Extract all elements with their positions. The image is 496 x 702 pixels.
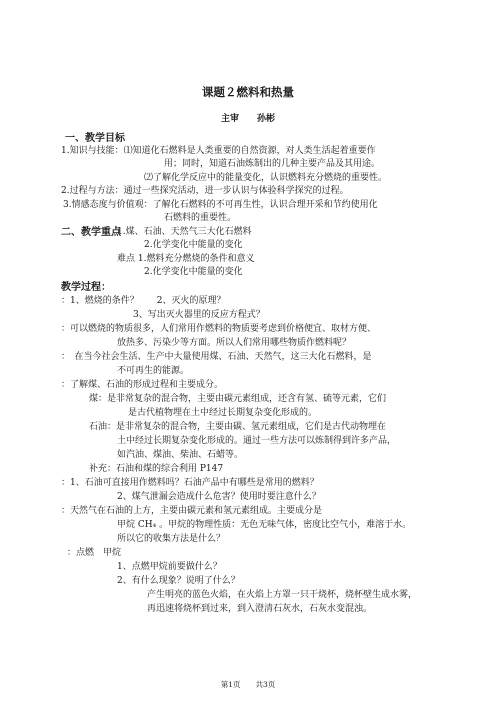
doc-title: 课题２燃料和热量 [202, 85, 294, 99]
text-line: 煤：是非常复杂的混合物，主要由碳元素组成，还含有氢、硫等元素，它们 [89, 394, 387, 404]
text-line: 3.情感态度与价值观：了解化石燃料的不可再生性，认识合理开采和节约使用化 [63, 200, 378, 210]
text-line: 是古代植物埋在土中经过长期复杂变化形成的。 [128, 408, 318, 418]
text-line: ：1、石油可直接用作燃料吗？石油产品中有哪些是常用的燃料？ [61, 478, 319, 488]
text-line: ：了解煤、石油的形成过程和主要成分。 [61, 380, 224, 390]
heading-objectives: 一、教学目标 [65, 133, 125, 144]
doc-byline: 主审 孙彬 [220, 114, 275, 124]
text-line: 1.知识与技能：⑴知道化石燃料是人类重要的自然资源，对人类生活起着重要作 [61, 146, 376, 156]
text-line: ：1、燃烧的条件？ 2、灭火的原理？ [61, 296, 226, 306]
text-line: ：天然气在石油的上方，主要由碳元素和氢元素组成。主要成分是 [61, 506, 323, 516]
heading-key-points: 二、教学重点 [61, 227, 121, 238]
text-line: 不可再生的能源。 [117, 366, 190, 376]
text-line: 难点 1.燃料充分燃烧的条件和意义 [117, 254, 255, 264]
text-line: 所以它的收集方法是什么？ [117, 534, 226, 544]
text-line: 土中经过长期复杂变化形成的。通过一些方法可以炼制得到许多产品， [117, 436, 397, 446]
text-line: ： 在当今社会生活、生产中大量使用煤、石油、天然气，这三大化石燃料，是 [61, 352, 372, 362]
text-line: 如汽油、煤油、柴油、石蜡等。 [117, 450, 244, 460]
text-line: 再迅速将烧杯到过来，到入澄清石灰水，石灰水变混浊。 [147, 604, 373, 614]
text-line: 2、煤气泄漏会造成什么危害？使用时要注意什么？ [117, 492, 321, 502]
text-line: ⑵了解化学反应中的能量变化，认识燃料充分燃烧的重要性。 [144, 173, 388, 183]
text-line: 甲烷 CH₄ 。甲烷的物理性质：无色无味气体，密度比空气小，难溶于水。 [117, 520, 412, 530]
page-footer: 第1页 共3页 [220, 680, 276, 689]
text-line: 补充：石油和煤的综合利用 P147 [89, 464, 224, 474]
text-line: 石燃料的重要性。 [164, 213, 237, 223]
text-line: 2、有什么现象？说明了什么？ [117, 576, 240, 586]
text-line: 2.化学变化中能量的变化 [144, 240, 243, 250]
text-line: 产生明亮的蓝色火焰，在火焰上方罩一只干烧杯，烧杯壁生成水雾， [147, 590, 418, 600]
text-line: 2.过程与方法：通过一些探究活动，进一步认识与体验科学探究的过程。 [61, 186, 349, 196]
heading-process: 教学过程： [61, 282, 111, 293]
text-line: 放热多、污染少等方面。所以人们常用哪些物质作燃料呢？ [117, 338, 352, 348]
text-line: 用；同时，知道石油炼制出的几种主要产品及其用途。 [164, 159, 381, 169]
text-line: 石油：是非常复杂的混合物，主要由碳、氢元素组成，它们是古代动物埋在 [89, 422, 387, 432]
text-line: ：可以燃烧的物质很多，人们常用作燃料的物质要考虑到价格便宜、取材方便、 [61, 324, 377, 334]
text-line: 3、写出灭火器里的反应方程式？ [133, 310, 265, 320]
text-line: 1.煤、石油、天然气三大化石燃料 [117, 227, 252, 237]
text-line: 2.化学变化中能量的变化 [144, 267, 243, 277]
text-line: 1、点燃甲烷前要做什么？ [117, 562, 222, 572]
text-line: ：点燃 甲烷 [67, 548, 122, 558]
